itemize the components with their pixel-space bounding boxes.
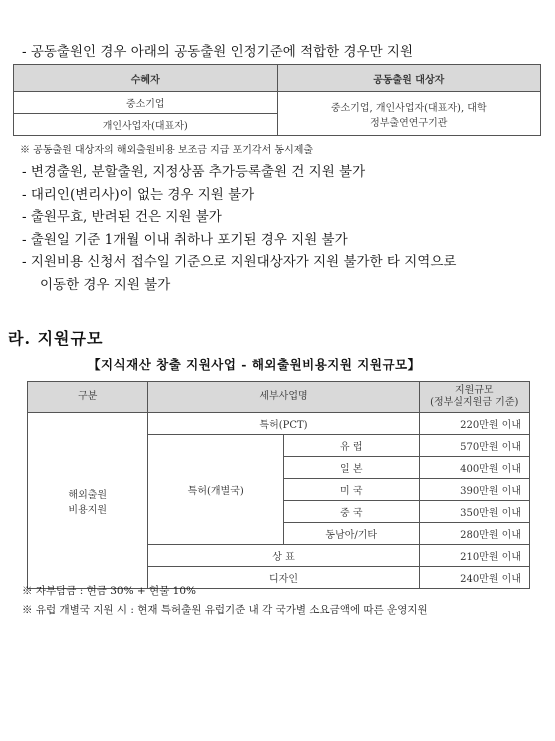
country-name: 유 럽 <box>284 435 420 457</box>
footnotes <box>22 582 428 620</box>
joint-target-line2: 정부출연연구기관 <box>370 117 448 129</box>
design-amount: 240만원 이내 <box>419 567 529 589</box>
country-name: 동남아/기타 <box>284 523 420 545</box>
joint-note: ※ 공동출원 대상자의 해외출원비용 보조금 지급 포기각서 동시제출 <box>20 145 314 156</box>
bullet-item: - 변경출원, 분할출원, 지정상품 추가등록출원 건 지원 불가 <box>22 164 366 180</box>
joint-target-line1: 중소기업, 개인사업자(대표자), 대학 <box>330 102 487 114</box>
country-amount: 400만원 이내 <box>419 457 529 479</box>
trademark-label: 상 표 <box>148 545 419 567</box>
header-scale-line1: 지원규모 <box>454 385 494 396</box>
table-caption: 【지식재산 창출 지원사업 - 해외출원비용지원 지원규모】 <box>88 357 421 372</box>
footnote: ※ 유럽 개별국 지원 시 : 현재 특허출원 유럽기준 내 각 국가별 소요금액에 따른 운영지원 <box>22 604 428 616</box>
header-category: 구분 <box>28 382 148 413</box>
intro-line: - 공동출원인 경우 아래의 공동출원 인정기준에 적합한 경우만 지원 <box>22 44 413 60</box>
joint-application-table <box>13 64 541 136</box>
bullet-item: - 출원일 기준 1개월 이내 취하나 포기된 경우 지원 불가 <box>22 231 348 248</box>
country-amount: 280만원 이내 <box>419 523 529 545</box>
individual-label: 특허(개별국) <box>148 435 284 545</box>
recipient-sme: 중소기업 <box>14 92 278 114</box>
trademark-amount: 210만원 이내 <box>419 545 529 567</box>
section-title: 라. 지원규모 <box>8 329 104 348</box>
pct-amount: 220만원 이내 <box>419 413 529 435</box>
bullet-item: - 지원비용 신청서 접수일 기준으로 지원대상자가 지원 불가한 타 지역으로 <box>22 254 457 270</box>
support-scale-table <box>27 381 530 589</box>
category-line1: 해외출원 <box>68 489 108 501</box>
pct-label: 특허(PCT) <box>148 413 419 435</box>
category-line2: 비용지원 <box>68 504 108 516</box>
header-scale-line2: (정부실지원금 기준) <box>430 397 519 408</box>
recipient-individual: 개인사업자(대표자) <box>14 114 278 136</box>
joint-target-cell <box>277 92 541 136</box>
country-name: 중 국 <box>284 501 420 523</box>
country-name: 미 국 <box>284 479 420 501</box>
header-joint-target: 공동출원 대상자 <box>277 65 541 92</box>
country-amount: 390만원 이내 <box>419 479 529 501</box>
bullet-item: - 대리인(변리사)이 없는 경우 지원 불가 <box>22 186 255 203</box>
bullet-continuation: 이동한 경우 지원 불가 <box>40 276 171 293</box>
category-cell <box>28 413 148 589</box>
header-scale <box>419 382 529 413</box>
country-amount: 350만원 이내 <box>419 501 529 523</box>
country-amount: 570만원 이내 <box>419 435 529 457</box>
bullet-item: - 출원무효, 반려된 건은 지원 불가 <box>22 209 222 225</box>
design-label: 디자인 <box>148 567 419 589</box>
bullet-list <box>22 161 456 296</box>
country-name: 일 본 <box>284 457 420 479</box>
footnote: ※ 자부담금 : 현금 30% + 현물 10% <box>22 585 197 597</box>
header-detail: 세부사업명 <box>148 382 419 413</box>
header-recipient: 수혜자 <box>14 65 278 92</box>
